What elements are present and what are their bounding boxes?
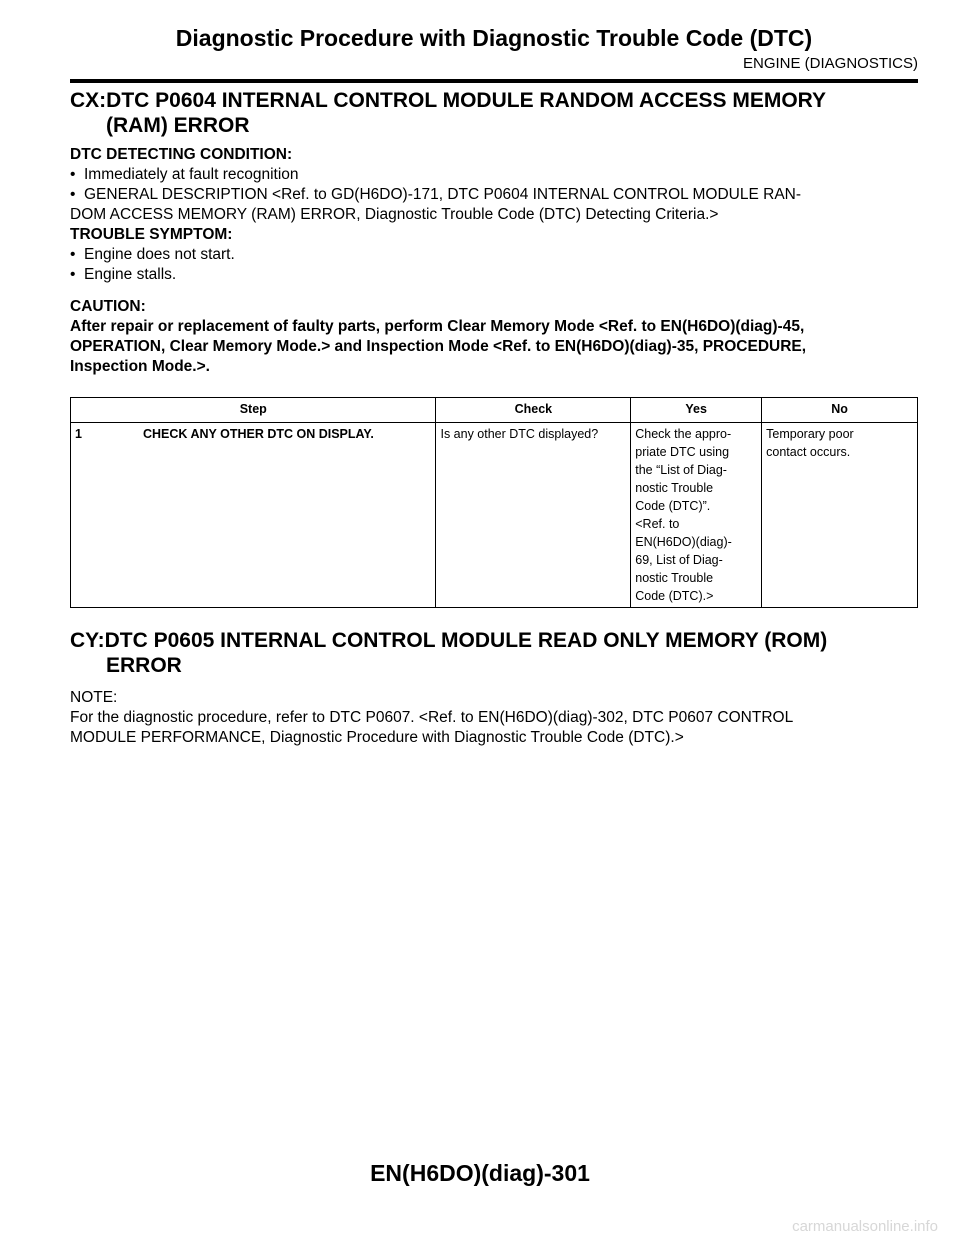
col-header-step: Step: [71, 398, 436, 423]
section-cx-title-line1: CX:DTC P0604 INTERNAL CONTROL MODULE RANDOM ACCESS MEMORY: [70, 89, 827, 112]
caution-line[interactable]: Inspection Mode.>.: [70, 358, 210, 375]
section-cy-title-line1: CY:DTC P0605 INTERNAL CONTROL MODULE READ ONLY MEMORY (ROM): [70, 629, 828, 652]
yes-line: Check the appro-: [635, 427, 732, 441]
section-cx-title: [70, 88, 918, 138]
bullet-item: • Immediately at fault recognition: [70, 166, 299, 183]
bullet-item: • Engine stalls.: [70, 266, 177, 283]
yes-line[interactable]: 69, List of Diag-: [635, 553, 723, 567]
bullet-text[interactable]: GENERAL DESCRIPTION <Ref. to GD(H6DO)-171, DTC P0604 INTERNAL CONTROL MODULE RAN-: [84, 186, 802, 203]
no-line: contact occurs.: [766, 445, 851, 459]
no-cell: [762, 423, 918, 608]
bullet-item: • Engine does not start.: [70, 246, 235, 263]
yes-line: the “List of Diag-: [635, 463, 727, 477]
note-line[interactable]: For the diagnostic procedure, refer to DTC P0607. <Ref. to EN(H6DO)(diag)-302, DTC P0607 CONTROL: [70, 709, 794, 726]
diagnostic-step-table: [70, 397, 918, 608]
bullet-continuation[interactable]: DOM ACCESS MEMORY (RAM) ERROR, Diagnostic Trouble Code (DTC) Detecting Criteria.>: [70, 206, 719, 223]
note-line[interactable]: MODULE PERFORMANCE, Diagnostic Procedure with Diagnostic Trouble Code (DTC).>: [70, 729, 684, 746]
no-line: Temporary poor: [766, 427, 854, 441]
watermark: carmanualsonline.info: [792, 1218, 938, 1235]
caution-line[interactable]: After repair or replacement of faulty parts, perform Clear Memory Mode <Ref. to EN(H6DO)(diag)-45,: [70, 318, 805, 335]
section-cy: [70, 628, 918, 748]
header-rule: [70, 79, 918, 83]
page-subtitle: ENGINE (DIAGNOSTICS): [742, 55, 918, 72]
bullet-text: Engine does not start.: [84, 246, 235, 263]
table-row: [71, 423, 918, 608]
symptom-heading: TROUBLE SYMPTOM:: [70, 226, 233, 243]
step-cell: [71, 423, 436, 608]
page-number: EN(H6DO)(diag)-301: [370, 1160, 590, 1186]
section-cx: [70, 88, 918, 608]
yes-cell[interactable]: [631, 423, 762, 608]
check-cell: Is any other DTC displayed?: [436, 423, 631, 608]
col-header-no: No: [762, 398, 918, 423]
yes-line: priate DTC using: [635, 445, 730, 459]
caution-heading: CAUTION:: [70, 298, 146, 315]
section-cx-title-line2: (RAM) ERROR: [106, 114, 250, 137]
col-header-yes: Yes: [631, 398, 762, 423]
yes-line[interactable]: <Ref. to: [635, 517, 680, 531]
yes-line: Code (DTC)”.: [635, 499, 711, 513]
caution-block: [70, 297, 918, 377]
caution-line[interactable]: OPERATION, Clear Memory Mode.> and Inspection Mode <Ref. to EN(H6DO)(diag)-35, PROCEDURE,: [70, 338, 807, 355]
step-text: CHECK ANY OTHER DTC ON DISPLAY.: [143, 427, 374, 441]
col-header-check: Check: [436, 398, 631, 423]
yes-line[interactable]: Code (DTC).>: [635, 589, 714, 603]
yes-line[interactable]: EN(H6DO)(diag)-: [635, 535, 732, 549]
yes-line[interactable]: nostic Trouble: [635, 571, 714, 585]
section-cy-title-line2: ERROR: [106, 654, 182, 677]
content: [70, 88, 918, 748]
section-cy-title: [70, 628, 918, 678]
step-number: 1: [75, 427, 82, 441]
table-header-row: [71, 398, 918, 423]
note-heading: NOTE:: [70, 689, 118, 706]
page-header: [70, 24, 918, 83]
dtc-condition-heading: DTC DETECTING CONDITION:: [70, 146, 293, 163]
bullet-text: Immediately at fault recognition: [84, 166, 299, 183]
yes-line: nostic Trouble: [635, 481, 714, 495]
page-title: Diagnostic Procedure with Diagnostic Trouble Code (DTC): [175, 25, 813, 51]
bullet-item: • GENERAL DESCRIPTION <Ref. to GD(H6DO)-171, DTC P0604 INTERNAL CONTROL MODULE RAN-: [70, 186, 802, 203]
bullet-text: Engine stalls.: [84, 266, 177, 283]
